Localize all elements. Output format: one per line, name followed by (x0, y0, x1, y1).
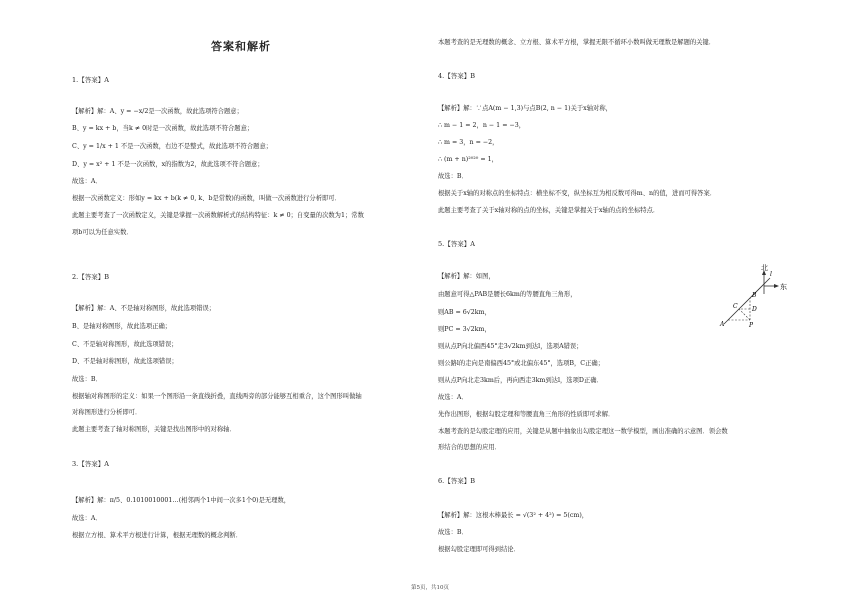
east-label: 东 (780, 283, 787, 291)
q3-line: 故选：A． (72, 515, 102, 522)
q1-line: 根据一次函数定义：形如y = kx + b(k ≠ 0, k、b是常数)的函数，叫做一次函数进行分析即可． (72, 195, 341, 202)
q3-answer-header: 3.【答案】A (72, 460, 109, 468)
page-footer: 第5页，共10页 (411, 585, 449, 591)
q4-line: ∴ m = 3，n = −2， (438, 139, 499, 146)
q4-line: ∴ (m + n)²⁰²⁰ = 1， (438, 156, 498, 163)
q2-line: C、不是轴对称图形，故此选项错误； (72, 341, 178, 348)
q5-line: 先作出图形，根据勾股定理和等腰直角三角形的性质即可求解． (438, 411, 615, 418)
q5-answer-header: 5.【答案】A (438, 240, 475, 248)
q4-line: ∴ m − 1 = 2，n − 1 = −3， (438, 122, 526, 129)
q4-line: 根据关于x轴的对称点的坐标特点：横坐标不变，纵坐标互为相反数可得m、n的值，进而可得答案． (438, 190, 717, 197)
q6-line: 【解析】解：这根木棒最长 = √(3² + 4²) = 5(cm)， (438, 512, 589, 519)
q4-line: 【解析】解：∵点A(m − 1,3)与点B(2, n − 1)关于x轴对称， (438, 105, 612, 112)
label-b: B (752, 292, 757, 299)
q4-answer-header: 4.【答案】B (438, 72, 475, 80)
q1-line: B、y = kx + b，当k ≠ 0时是一次函数，故此选项不符合题意； (72, 125, 254, 132)
q5-line: 由题意可得△PAB是腰长6km的等腰直角三角形， (438, 291, 577, 298)
q5-line: 形结合的思想的应用． (438, 444, 501, 451)
north-label: 北 (761, 264, 768, 272)
q2-line: 此题主要考查了轴对称图形，关键是找出图形中的对称轴． (72, 426, 236, 433)
q4-line: 此题主要考查了关于x轴对称的点的坐标，关键是掌握关于x轴的点的坐标特点． (438, 207, 660, 214)
q6-line: 故选：B． (438, 529, 468, 536)
q5-line: 本题考查的是勾股定理的应用，关键是从题中抽象出勾股定理这一数学模型，画出准确的示意图．领会数 (438, 428, 728, 435)
q1-answer-header: 1.【答案】A (72, 76, 109, 84)
q3-tail-line: 本题考查的是无理数的概念、立方根、算术平方根，掌握无限不循环小数叫做无理数是解题的关键． (438, 39, 716, 46)
page-title: 答案和解析 (211, 40, 271, 53)
q1-line: C、y = 1/x + 1 不是一次函数，右边不是整式，故此选项不符合题意； (72, 143, 273, 150)
q2-line: 对称图形进行分析即可． (72, 409, 142, 416)
q2-answer-header: 2.【答案】B (72, 273, 109, 281)
q2-line: B、是轴对称图形，故此选项正确； (72, 323, 172, 330)
q3-line: 【解析】解：π/5、0.1010010001…(相邻两个1中间一次多1个0)是无理数， (72, 497, 291, 504)
q4-line: 故选：B． (438, 173, 468, 180)
q5-line: 故选：A． (438, 394, 468, 401)
q1-line: 【解析】解：A、y = −x/2是一次函数，故此选项符合题意； (72, 108, 243, 115)
q2-line: D、不是轴对称图形，故此选项错误； (72, 358, 178, 365)
q5-line: 【解析】解：如图， (438, 273, 495, 280)
q5-line: 则PC = 3√2km， (438, 326, 491, 333)
q1-line: 项b可以为任意实数． (72, 229, 133, 236)
q1-line: 此题主要考查了一次函数定义，关键是掌握一次函数解析式的结构特征：k ≠ 0；自变量的次数为1；常数 (72, 212, 364, 219)
segment-pc (739, 309, 750, 320)
q5-line: 则从点P向北走3km后，再向西走3km到达l，选项D正确． (438, 377, 603, 384)
label-l: l (770, 271, 772, 278)
label-a: A (720, 321, 725, 328)
label-c: C (733, 303, 738, 310)
q5-line: 则AB = 6√2km， (438, 309, 491, 316)
q5-line: 则从点P向北偏西45°走3√2km到达l，选项A错误； (438, 343, 583, 350)
q2-line: 【解析】解：A、不是轴对称图形，故此选项错误； (72, 305, 216, 312)
label-p: P (749, 322, 754, 329)
q1-line: 故选：A． (72, 178, 102, 185)
q1-line: D、y = x² + 1 不是一次函数，x的指数为2，故此选项不符合题意； (72, 161, 264, 168)
q5-line: 则公路l的走向是南偏西45°或北偏东45°，选项B，C正确； (438, 360, 605, 367)
q5-geometry-diagram (712, 264, 798, 330)
q6-line: 根据勾股定理即可得到结论． (438, 546, 520, 553)
q3-line: 根据立方根、算术平方根进行计算，根据无理数的概念判断． (72, 532, 243, 539)
label-d: D (752, 306, 757, 313)
q2-line: 根据轴对称图形的定义：如果一个图形沿一条直线折叠，直线两旁的部分能够互相重合，这个图形叫做轴 (72, 393, 362, 400)
q2-line: 故选：B． (72, 376, 102, 383)
q6-answer-header: 6.【答案】B (438, 477, 475, 485)
east-arrowhead (774, 284, 779, 288)
